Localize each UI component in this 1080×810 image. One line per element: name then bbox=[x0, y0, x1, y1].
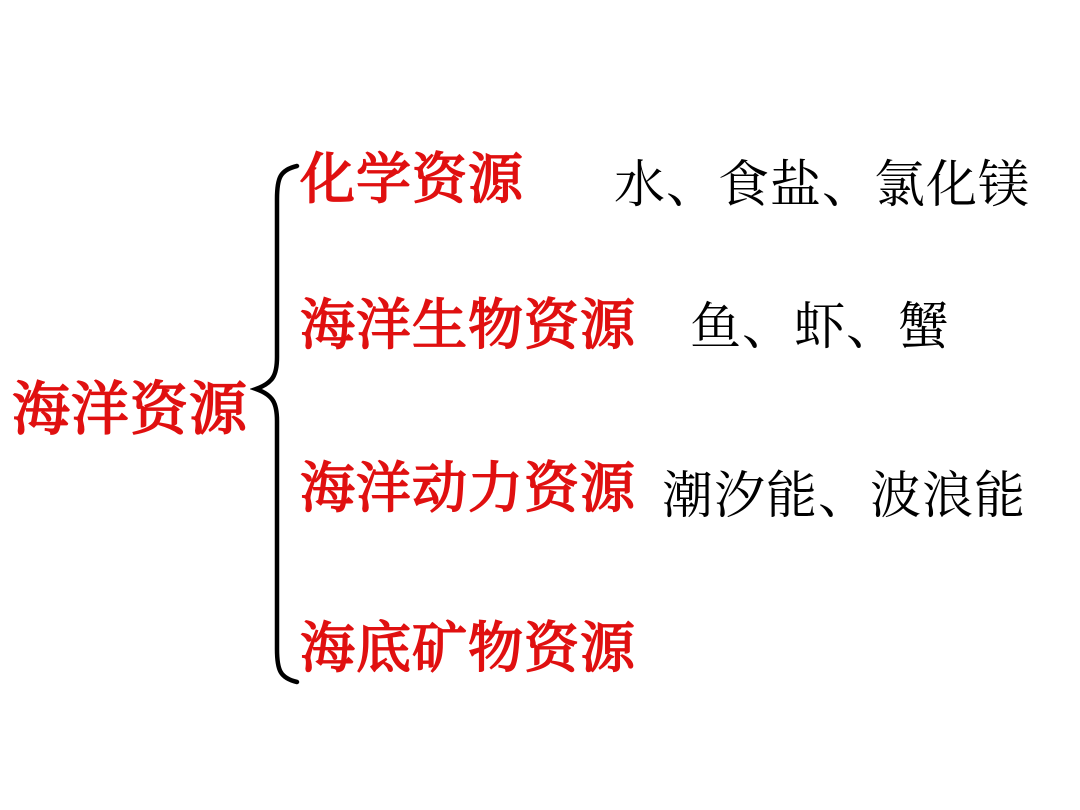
branch-examples-chemical-resources: 水、食盐、氯化镁 bbox=[614, 158, 1031, 214]
branch-label-marine-power-resources: 海洋动力资源 bbox=[300, 458, 637, 519]
branch-examples-marine-power-resources: 潮汐能、波浪能 bbox=[662, 469, 1027, 525]
branch-label-chemical-resources: 化学资源 bbox=[300, 149, 525, 210]
branch-label-seabed-mineral-resources: 海底矿物资源 bbox=[300, 618, 637, 679]
branch-examples-marine-biological-resources: 鱼、虾、蟹 bbox=[690, 300, 951, 356]
branch-label-marine-biological-resources: 海洋生物资源 bbox=[300, 295, 637, 356]
root-node-label: 海洋资源 bbox=[12, 377, 249, 442]
curly-brace-icon bbox=[250, 163, 302, 685]
